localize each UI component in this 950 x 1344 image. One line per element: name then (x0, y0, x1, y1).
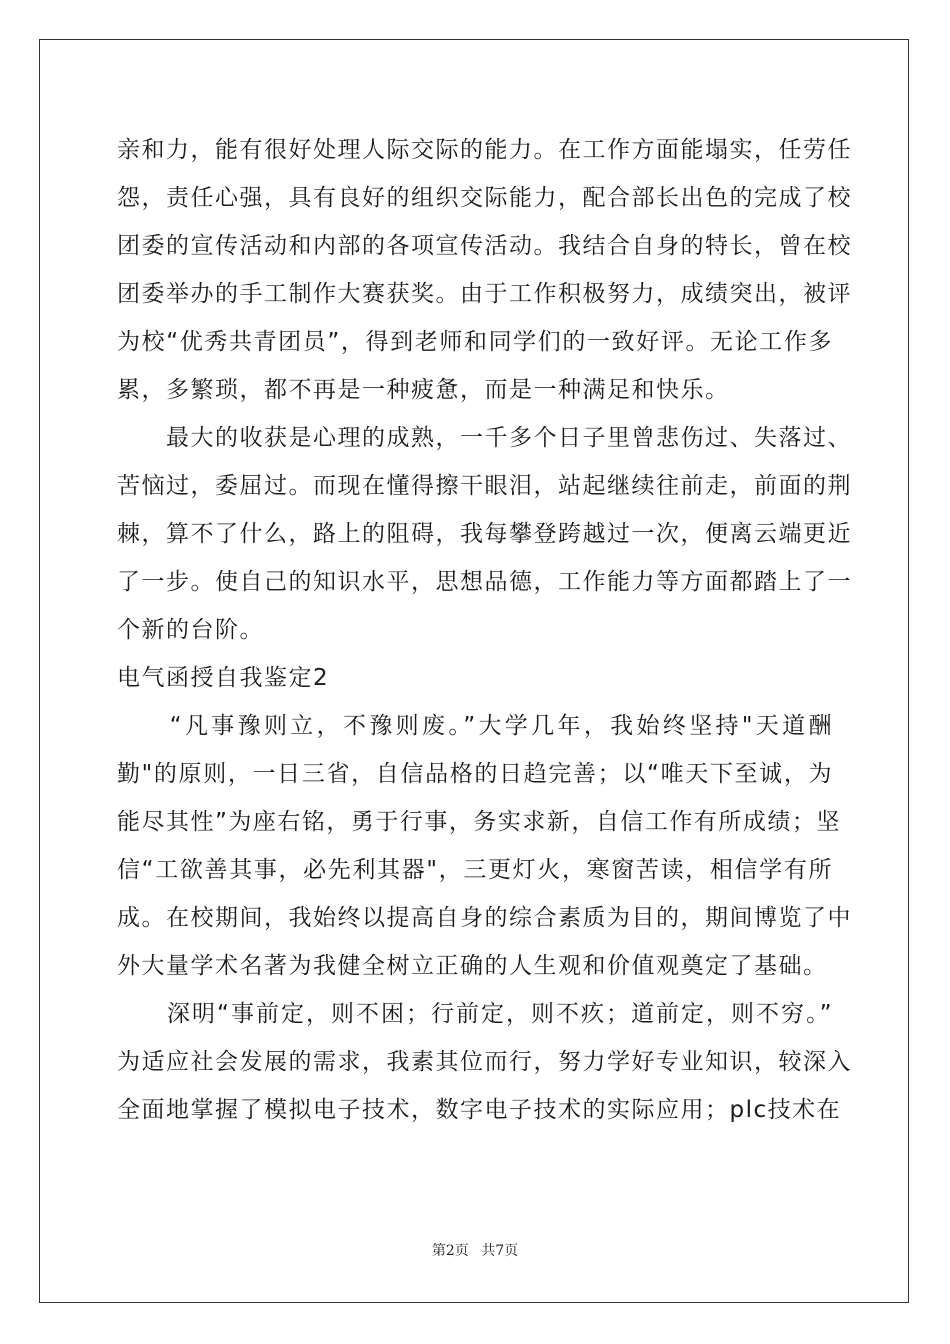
text-line: 外大量学术名著为我健全树立正确的人生观和价值观奠定了基础。 (117, 953, 828, 979)
text-line: 全面地掌握了模拟电子技术，数字电子技术的实际应用；plc技术在 (117, 1097, 842, 1123)
text-line: 个新的台阶。 (117, 617, 264, 643)
text-line: 累，多繁琐，都不再是一种疲惫，而是一种满足和快乐。 (117, 377, 730, 403)
text-line: 为校“优秀共青团员”，得到老师和同学们的一致好评。无论工作多 (117, 329, 833, 355)
text-line: 深明“事前定，则不困；行前定，则不疚；道前定，则不穷。” (117, 1001, 833, 1027)
text-line: 为适应社会发展的需求，我素其位而行，努力学好专业知识，较深入 (117, 1049, 852, 1075)
text-line: “凡事豫则立，不豫则废。”大学几年，我始终坚持"天道酬 (117, 713, 833, 739)
text-line: 成。在校期间，我始终以提高自身的综合素质为目的，期间博览了中 (117, 905, 852, 931)
page-number: 第2页 (431, 1243, 469, 1259)
text-line: 信“工欲善其事，必先利其器"，三更灯火，寒窗苦读，相信学有所 (117, 857, 833, 883)
text-line: 苦恼过，委屈过。而现在懂得擦干眼泪，站起继续往前走，前面的荆 (117, 473, 852, 499)
text-line: 团委举办的手工制作大赛获奖。由于工作积极努力，成绩突出，被评 (117, 281, 852, 307)
text-line: 能尽其性”为座右铭，勇于行事，务实求新，自信工作有所成绩；坚 (117, 809, 841, 835)
text-line: 最大的收获是心理的成熟，一千多个日子里曾悲伤过、失落过、 (117, 425, 852, 451)
section-heading: 电气函授自我鉴定2 (117, 665, 330, 691)
page-total: 共7页 (481, 1243, 519, 1259)
text-line: 棘，算不了什么，路上的阻碍，我每攀登跨越过一次，便离云端更近 (117, 521, 852, 547)
text-line: 了一步。使自己的知识水平，思想品德，工作能力等方面都踏上了一 (117, 569, 852, 595)
page-footer (0, 1240, 950, 1260)
text-line: 勤"的原则，一日三省，自信品格的日趋完善；以“唯天下至诚，为 (117, 761, 833, 787)
text-line: 团委的宣传活动和内部的各项宣传活动。我结合自身的特长，曾在校 (117, 233, 852, 259)
text-line: 亲和力，能有很好处理人际交际的能力。在工作方面能塌实，任劳任 (117, 137, 852, 163)
document-body (117, 126, 852, 1134)
text-line: 怨，责任心强，具有良好的组织交际能力，配合部长出色的完成了校 (117, 185, 852, 211)
